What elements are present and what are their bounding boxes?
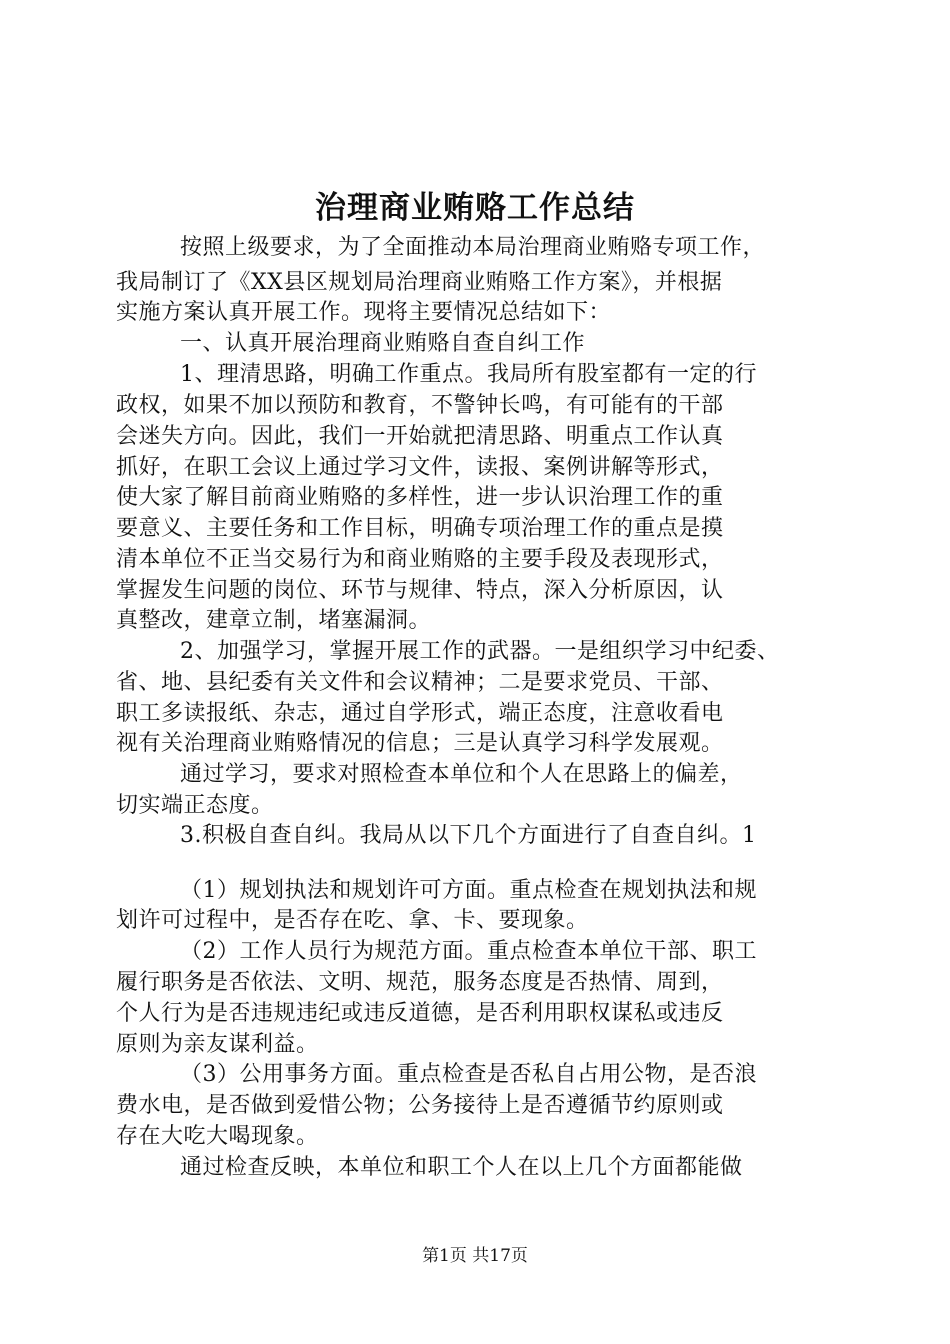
paragraph-line: （2）工作人员行为规范方面。重点检查本单位干部、职工 [180, 939, 757, 964]
document-title: 治理商业贿赂工作总结 [315, 190, 635, 226]
paragraph-line: 职工多读报纸、杂志，通过自学形式，端正态度，注意收看电 [116, 701, 724, 726]
paragraph-line: 通过检查反映，本单位和职工个人在以上几个方面都能做 [180, 1155, 743, 1180]
paragraph-line: 3.积极自查自纠。我局从以下几个方面进行了自查自纠。1 [180, 823, 757, 848]
paragraph-line: 抓好，在职工会议上通过学习文件，读报、案例讲解等形式， [116, 455, 724, 480]
paragraph-line: 按照上级要求，为了全面推动本局治理商业贿赂专项工作， [180, 235, 766, 260]
section-heading: 一、认真开展治理商业贿赂自查自纠工作 [180, 331, 586, 356]
paragraph-line: 掌握发生问题的岗位、环节与规律、特点，深入分析原因，认 [116, 578, 724, 603]
paragraph-line: （3）公用事务方面。重点检查是否私自占用公物，是否浪 [180, 1062, 757, 1087]
paragraph-line: （1）规划执法和规划许可方面。重点检查在规划执法和规 [180, 878, 757, 903]
paragraph-line: 存在大吃大喝现象。 [116, 1124, 319, 1149]
paragraph-line: 通过学习，要求对照检查本单位和个人在思路上的偏差， [180, 762, 743, 787]
paragraph-line: 清本单位不正当交易行为和商业贿赂的主要手段及表现形式， [116, 547, 724, 572]
paragraph-line: 政权，如果不加以预防和教育，不警钟长鸣，有可能有的干部 [116, 393, 724, 418]
paragraph-line: 会迷失方向。因此，我们一开始就把清思路、明重点工作认真 [116, 424, 724, 449]
paragraph-line: 省、地、县纪委有关文件和会议精神；二是要求党员、干部、 [116, 670, 724, 695]
paragraph-line: 实施方案认真开展工作。现将主要情况总结如下： [116, 300, 612, 325]
paragraph-line: 费水电，是否做到爱惜公物；公务接待上是否遵循节约原则或 [116, 1093, 724, 1118]
paragraph-line: 真整改，建章立制，堵塞漏洞。 [116, 608, 432, 633]
paragraph-line: 个人行为是否违规违纪或违反道德，是否利用职权谋私或违反 [116, 1001, 724, 1026]
paragraph-line: 1、理清思路，明确工作重点。我局所有股室都有一定的行 [180, 362, 757, 387]
paragraph-line: 原则为亲友谋利益。 [116, 1032, 319, 1057]
paragraph-line: 使大家了解目前商业贿赂的多样性，进一步认识治理工作的重 [116, 485, 724, 510]
paragraph-line: 我局制订了《XX县区规划局治理商业贿赂工作方案》，并根据 [116, 270, 723, 295]
paragraph-line: 划许可过程中，是否存在吃、拿、卡、要现象。 [116, 908, 589, 933]
paragraph-line: 要意义、主要任务和工作目标，明确专项治理工作的重点是摸 [116, 516, 724, 541]
page-number: 第1页 共17页 [422, 1246, 528, 1266]
paragraph-line: 2、加强学习，掌握开展工作的武器。一是组织学习中纪委、 [180, 639, 780, 664]
paragraph-line: 切实端正态度。 [116, 793, 274, 818]
paragraph-line: 视有关治理商业贿赂情况的信息；三是认真学习科学发展观。 [116, 731, 724, 756]
paragraph-line: 履行职务是否依法、文明、规范，服务态度是否热情、周到， [116, 970, 724, 995]
